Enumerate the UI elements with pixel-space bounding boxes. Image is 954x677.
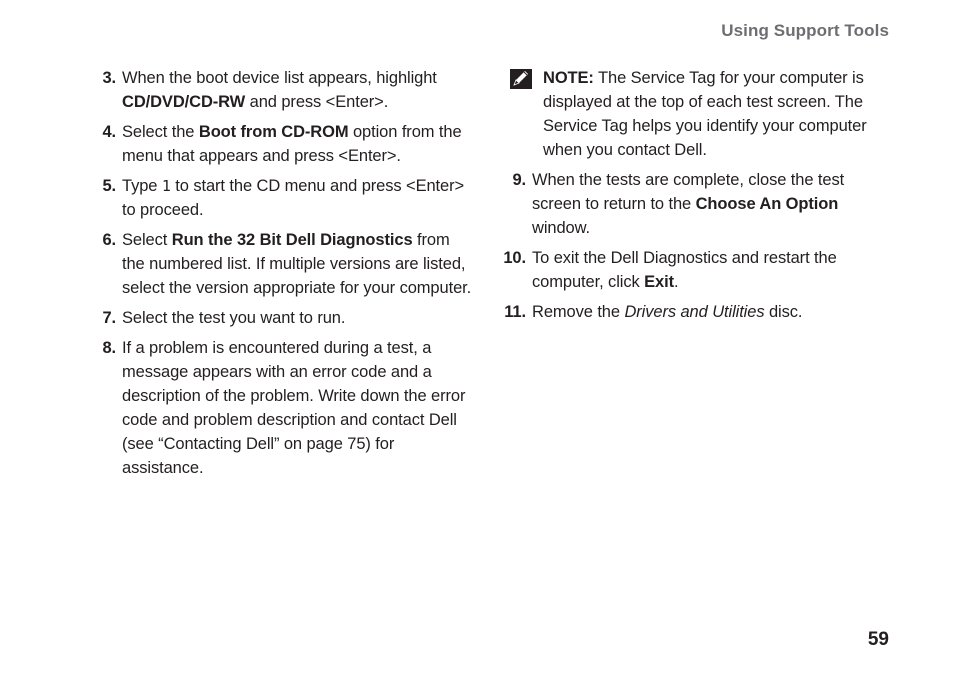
note-pencil-icon [500,66,543,162]
step-number: 3. [102,69,116,87]
step-text: When the boot device list appears, highlight CD/DVD/CD-RW and press <Enter>. [122,69,437,111]
typed-key: 1 [161,177,171,195]
step-number: 7. [102,309,116,327]
step-11 [500,300,890,324]
step-3 [88,66,473,114]
section-title: Using Support Tools [721,21,889,40]
boot-from-cd-option: Boot from CD-ROM [198,123,349,141]
step-7 [88,306,473,330]
choose-option-window: Choose An Option [695,195,839,213]
step-text: Select Run the 32 Bit Dell Diagnostics from the numbered list. If multiple versions are listed, select the version appropriate for your computer. [122,231,472,297]
disc-name: Drivers and Utilities [624,303,765,321]
step-text: Select the Boot from CD-ROM option from the menu that appears and press <Enter>. [122,123,462,165]
step-4 [88,120,473,168]
step-9 [500,168,890,240]
step-number: 9. [512,171,526,189]
step-8 [88,336,473,480]
step-10 [500,246,890,294]
cd-dvd-option: CD/DVD/CD-RW [122,93,246,111]
step-6 [88,228,473,300]
step-number: 5. [102,177,116,195]
step-number: 8. [102,339,116,357]
step-number: 11. [504,303,526,321]
exit-option: Exit [644,273,674,291]
step-number: 6. [102,231,116,249]
left-column [88,66,473,486]
step-number: 10. [503,249,526,267]
step-text: Type 1 to start the CD menu and press <Enter> to proceed. [122,177,465,219]
note-text: NOTE: The Service Tag for your computer is displayed at the top of each test screen. The Service Tag helps you identify your computer when you contact Dell. [543,69,867,159]
step-text: If a problem is encountered during a test, a message appears with an error code and a description of the problem. Write down the error code and problem description and contact Dell (see “Contacting Dell” on page 75) for assistance. [122,339,466,477]
step-number: 4. [102,123,116,141]
step-text: Select the test you want to run. [122,309,346,327]
right-column [500,66,890,330]
note-block [500,66,890,162]
step-text: Remove the Drivers and Utilities disc. [532,303,803,321]
step-text: To exit the Dell Diagnostics and restart the computer, click Exit. [532,249,837,291]
run-diagnostics-option: Run the 32 Bit Dell Diagnostics [171,231,413,249]
page-number: 59 [867,629,889,650]
step-5 [88,174,473,222]
note-label: NOTE: [543,69,594,87]
step-text: When the tests are complete, close the test screen to return to the Choose An Option window. [532,171,845,237]
